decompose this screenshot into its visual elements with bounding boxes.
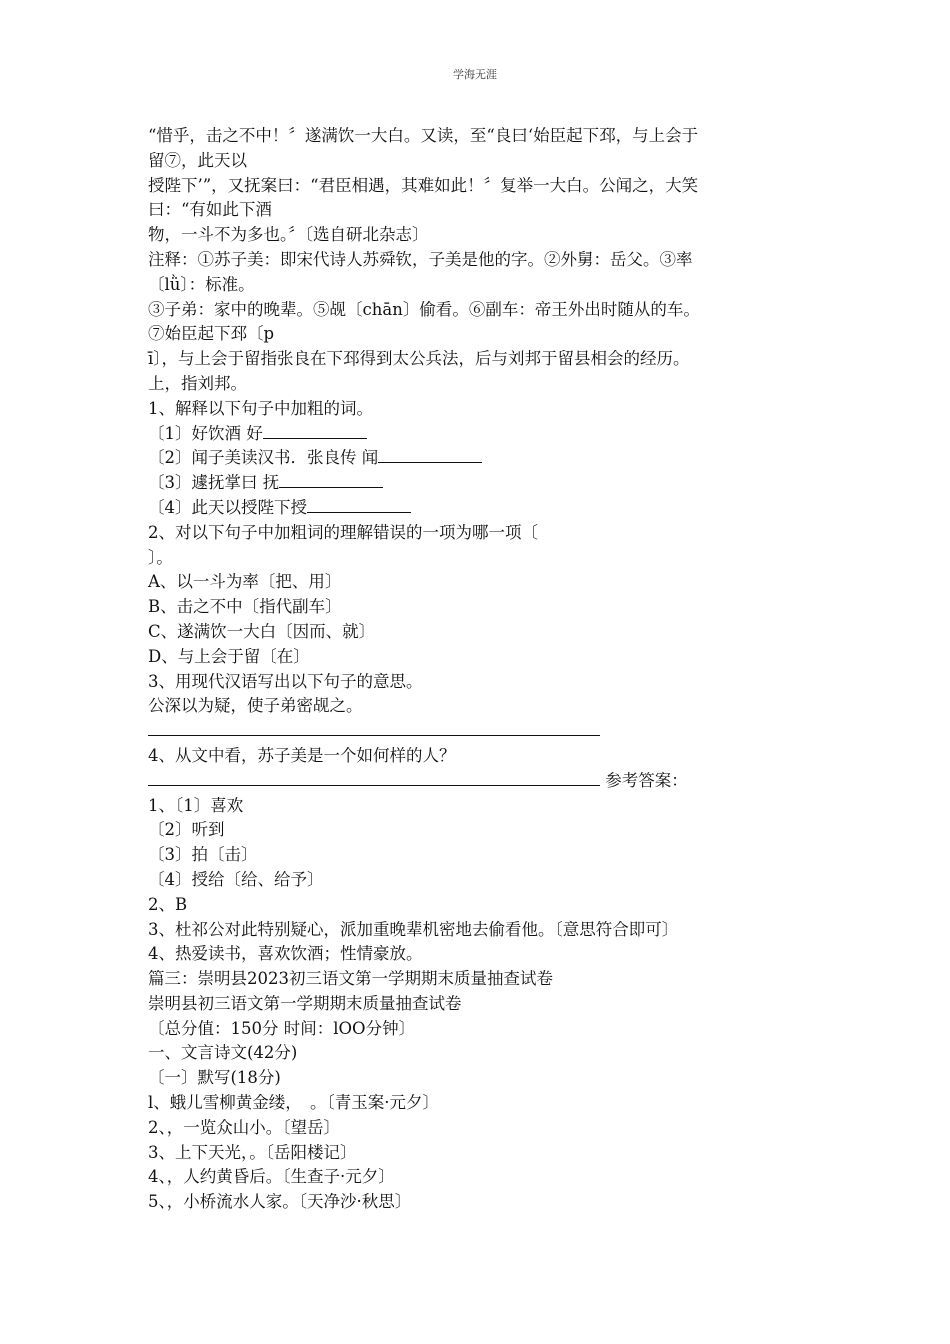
notes-line: ③子弟：家中的晚辈。⑤觇〔chān〕偷看。⑥副车：帝王外出时随从的车。	[148, 299, 700, 319]
answers-heading: 参考答案：	[605, 770, 688, 790]
answer-blank	[378, 447, 482, 463]
section-3-heading: 一、文言诗文(42分)	[148, 1043, 298, 1063]
question-3-answer-line	[148, 719, 808, 744]
question-3-prompt: 3、用现代汉语写出以下句子的意思。	[148, 671, 423, 691]
section-3-info: 〔总分值：150分 时间：lOO分钟〕	[148, 1018, 416, 1038]
question-2-option: B、击之不中〔指代副车〕	[148, 597, 342, 617]
answer-blank	[148, 720, 600, 736]
answer-line: 3、杜祁公对此特别疑心，派加重晚辈机密地去偷看他。〔意思符合即可〕	[148, 919, 679, 939]
answer-line: 2、B	[148, 894, 188, 914]
question-4-prompt: 4、从文中看，苏子美是一个如何样的人？	[148, 745, 456, 765]
question-1-item	[148, 471, 808, 496]
question-2-prompt: 2、对以下句子中加粗词的理解错误的一项为哪一项〔	[148, 522, 538, 542]
question-1-item	[148, 422, 808, 447]
section-3-item: l、蛾儿雪柳黄金缕， 。〔青玉案·元夕〕	[148, 1093, 440, 1113]
page-header: 学海无涯	[453, 68, 497, 81]
answer-line: 〔3〕拍〔击〕	[148, 845, 258, 865]
answer-line: 〔4〕授给〔给、给予〕	[148, 869, 324, 889]
question-2-option: C、遂满饮一大白〔因而、就〕	[148, 621, 376, 641]
question-1-item	[148, 446, 808, 471]
answer-line: 4、热爱读书，喜欢饮酒；性情豪放。	[148, 944, 423, 964]
answer-blank	[148, 770, 600, 786]
answer-line: 1、〔1〕喜欢	[148, 795, 244, 815]
passage-line: “惜乎，击之不中！〞遂满饮一大白。又读，至“良曰‘始臣起下邳，与上会于	[148, 126, 699, 145]
notes-line: 〔lǜ〕：标准。	[148, 274, 255, 294]
question-1-prompt: 1、解释以下句子中加粗的词。	[148, 398, 373, 418]
document-body	[148, 124, 808, 1215]
notes-line: ⑦始臣起下邳〔p	[148, 324, 275, 344]
passage-line: 曰：“有如此下酒	[148, 200, 272, 220]
question-1-item-text: 〔2〕闻子美读汉书．张良传 闻	[148, 448, 379, 468]
question-2-prompt-end: 〕。	[148, 547, 173, 567]
answer-line: 〔2〕听到	[148, 820, 225, 840]
question-1-item-text: 〔3〕遽抚掌曰 抚	[148, 473, 280, 493]
section-3-item: 4、，人约黄昏后。〔生查子·元夕〕	[148, 1167, 395, 1187]
notes-line: ī〕，与上会于留指张良在下邳得到太公兵法，后与刘邦于留县相会的经历。	[148, 349, 690, 369]
question-4-answer-line	[148, 769, 808, 794]
question-2-option: D、与上会于留〔在〕	[148, 646, 310, 666]
notes-line: 注释：①苏子美：即宋代诗人苏舜钦，子美是他的字。②外舅：岳父。③率	[148, 249, 693, 269]
answer-blank	[307, 497, 411, 513]
answer-blank	[279, 472, 383, 488]
question-1-item	[148, 496, 808, 521]
question-1-item-text: 〔1〕好饮酒 好	[148, 423, 263, 443]
notes-line: 上，指刘邦。	[148, 373, 247, 393]
passage-line: 授陛下’”，又抚案曰：“君臣相遇，其难如此！〞复举一大白。公闻之，大笑	[148, 175, 699, 195]
question-2-option: A、以一斗为率〔把、用〕	[148, 572, 342, 592]
section-3-subheading: 〔一〕默写(18分)	[148, 1068, 281, 1088]
section-3-title: 篇三：崇明县2023初三语文第一学期期末质量抽查试卷	[148, 969, 553, 989]
passage-line: 留⑦，此天以	[148, 150, 247, 170]
question-1-item-text: 〔4〕此天以授陛下授	[148, 497, 307, 517]
section-3-item: 2、，一览众山小。〔望岳〕	[148, 1117, 340, 1137]
answer-blank	[263, 423, 367, 439]
question-3-sentence: 公深以为疑，使子弟密觇之。	[148, 696, 363, 716]
section-3-item: 5、，小桥流水人家。〔天净沙·秋思〕	[148, 1192, 412, 1212]
section-3-item: 3、上下天光，。〔岳阳楼记〕	[148, 1142, 357, 1162]
passage-line: 物，一斗不为多也。〞〔选自研北杂志〕	[148, 225, 429, 245]
section-3-subtitle: 崇明县初三语文第一学期期末质量抽查试卷	[148, 993, 462, 1013]
